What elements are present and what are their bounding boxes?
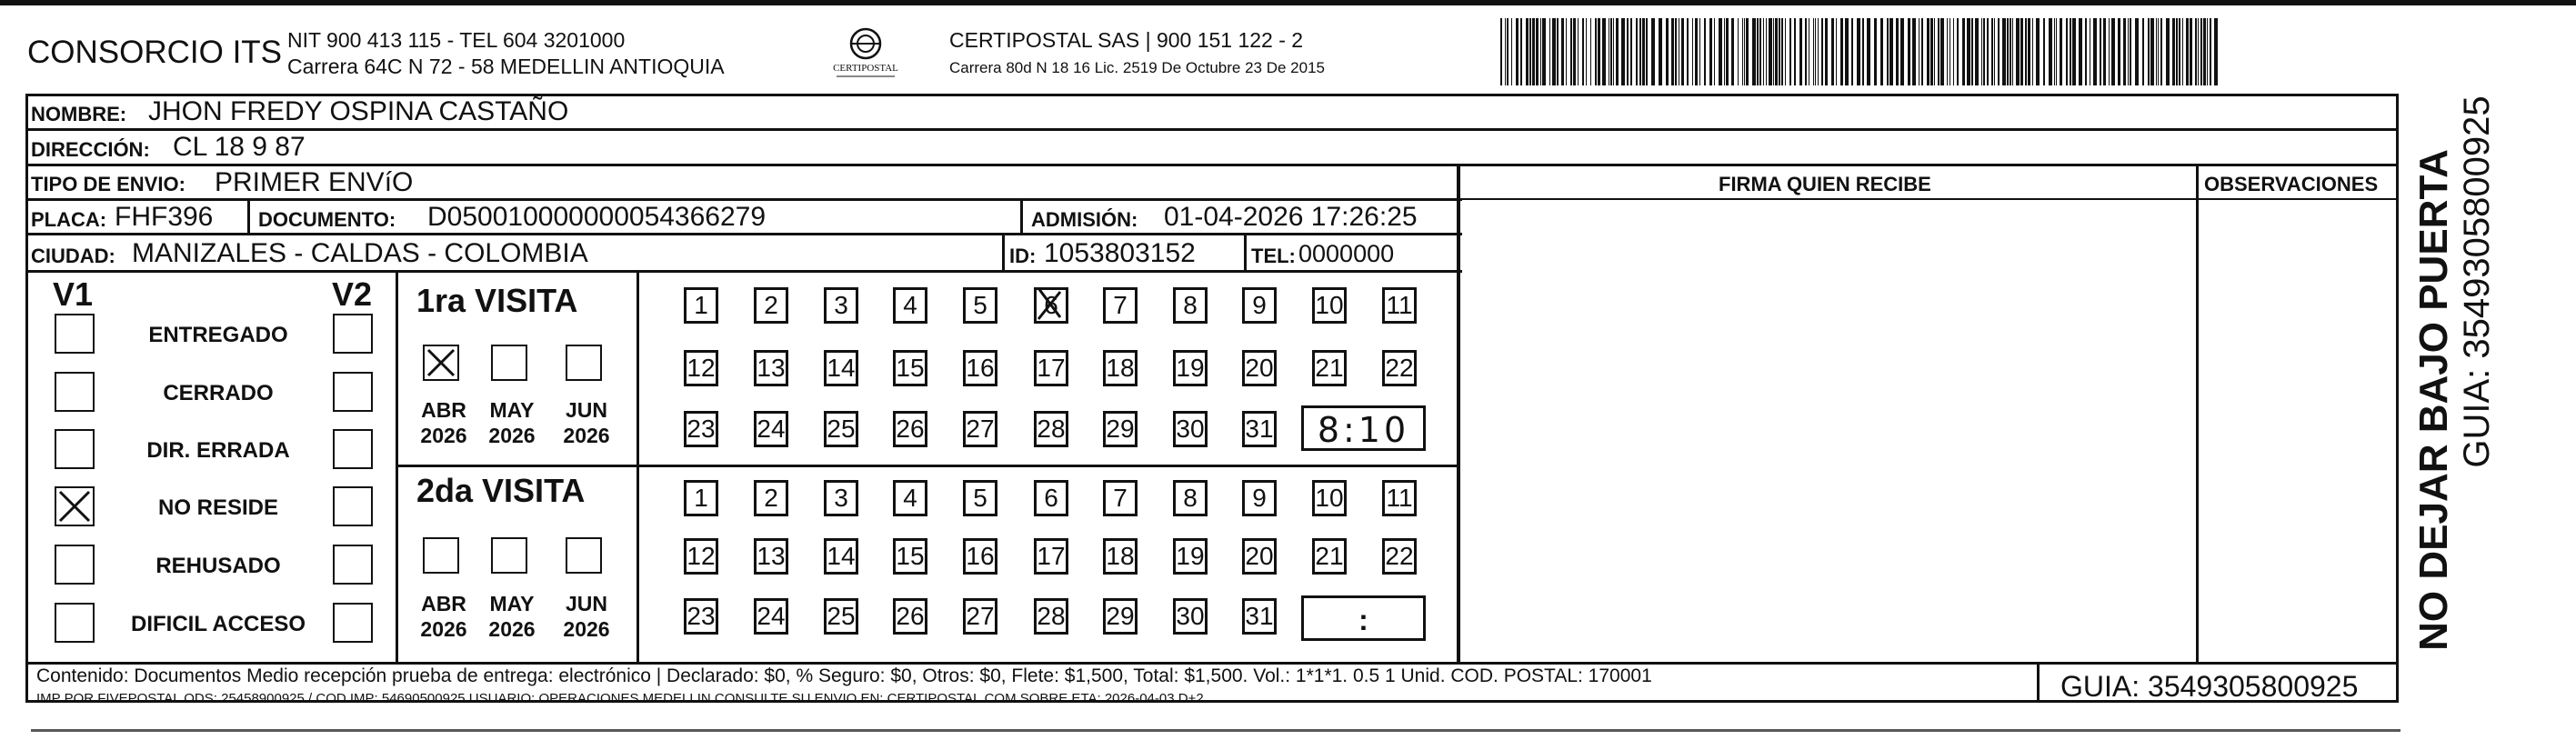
footer-contents: Contenido: Documentos Medio recepción prueba de entrega: electrónico | Declarado: $0, % Seguro: $0, Otros: $0, Flete: $1,500, Total: $1,500. Vol.: 1*1*1. 0.5 1 Unid. COD. POSTAL: 170001	[36, 665, 1652, 686]
day-box[interactable]: 24	[754, 598, 788, 635]
company-name: CONSORCIO ITS	[27, 35, 283, 70]
day-box[interactable]: 1	[684, 480, 718, 516]
month-label: ABR 2026	[420, 592, 467, 642]
visit1-time-box[interactable]	[1301, 405, 1426, 451]
company-address: Carrera 64C N 72 - 58 MEDELLIN ANTIOQUIA	[287, 55, 725, 78]
day-box[interactable]: 14	[824, 350, 858, 386]
day-box[interactable]: 23	[684, 411, 718, 447]
v2-checkbox[interactable]	[333, 545, 373, 585]
month-checkbox[interactable]	[423, 345, 459, 381]
day-box[interactable]: 28	[1034, 411, 1068, 447]
day-box[interactable]: 13	[754, 538, 788, 575]
day-box[interactable]: 31	[1242, 411, 1277, 447]
certipostal-logo	[829, 24, 902, 80]
day-box[interactable]: 29	[1103, 598, 1138, 635]
month-checkbox[interactable]	[423, 537, 459, 574]
nombre-value: JHON FREDY OSPINA CASTAÑO	[148, 96, 569, 126]
direccion-value: CL 18 9 87	[173, 132, 306, 162]
v2-checkbox[interactable]	[333, 429, 373, 469]
day-box[interactable]: 19	[1173, 350, 1208, 386]
admision-value: 01-04-2026 17:26:25	[1164, 202, 1418, 232]
v1-checkbox[interactable]	[55, 314, 95, 354]
day-box[interactable]: 6	[1034, 480, 1068, 516]
day-box[interactable]: 3	[824, 480, 858, 516]
tipo-envio-value: PRIMER ENVíO	[215, 167, 414, 197]
side-guia: GUIA: 3549305800925	[2457, 95, 2497, 468]
id-label: ID:	[1009, 245, 1037, 267]
day-box[interactable]: 4	[893, 287, 927, 324]
v1-checkbox[interactable]	[55, 603, 95, 643]
day-box[interactable]: 31	[1242, 598, 1277, 635]
day-box[interactable]: 6	[1034, 287, 1068, 324]
day-box[interactable]: 10	[1312, 287, 1347, 324]
ciudad-label: CIUDAD:	[31, 245, 115, 267]
day-box[interactable]: 27	[963, 598, 997, 635]
documento-value: D050010000000054366279	[427, 202, 767, 232]
day-box[interactable]: 23	[684, 598, 718, 635]
day-box[interactable]: 27	[963, 411, 997, 447]
v2-checkbox[interactable]	[333, 372, 373, 412]
day-box[interactable]: 11	[1382, 287, 1417, 324]
day-box[interactable]: 5	[963, 287, 997, 324]
month-label: JUN 2026	[563, 398, 610, 448]
status-label: ENTREGADO	[148, 323, 288, 347]
placa-value: FHF396	[115, 202, 214, 232]
visit1-title: 1ra VISITA	[416, 282, 578, 319]
day-box[interactable]: 16	[963, 538, 997, 575]
day-box[interactable]: 22	[1382, 538, 1417, 575]
day-box[interactable]: 12	[684, 350, 718, 386]
status-label: NO RESIDE	[157, 495, 279, 520]
v2-checkbox[interactable]	[333, 486, 373, 526]
bottom-rule	[31, 729, 2401, 732]
day-box[interactable]: 30	[1173, 598, 1208, 635]
tel-value: 0000000	[1298, 240, 1395, 267]
day-box[interactable]: 29	[1103, 411, 1138, 447]
day-box[interactable]: 16	[963, 350, 997, 386]
day-box[interactable]: 18	[1103, 538, 1138, 575]
day-box[interactable]: 13	[754, 350, 788, 386]
month-checkbox[interactable]	[491, 537, 527, 574]
v2-checkbox[interactable]	[333, 314, 373, 354]
observations-area[interactable]	[2199, 200, 2397, 662]
v2-checkbox[interactable]	[333, 603, 373, 643]
day-box[interactable]: 26	[893, 411, 927, 447]
day-box[interactable]: 25	[824, 598, 858, 635]
day-box[interactable]: 8	[1173, 480, 1208, 516]
visit1-time: 8:10	[1317, 410, 1410, 450]
carrier-name: CERTIPOSTAL SAS | 900 151 122 - 2	[949, 28, 1304, 52]
firma-label: FIRMA QUIEN RECIBE	[1719, 173, 1931, 195]
v2-label: V2	[332, 275, 373, 313]
day-box[interactable]: 1	[684, 287, 718, 324]
v1-checkbox[interactable]	[55, 545, 95, 585]
day-box[interactable]: 21	[1312, 350, 1347, 386]
signature-area[interactable]	[1460, 200, 2195, 662]
v1-label: V1	[53, 275, 94, 313]
day-box[interactable]: 20	[1242, 350, 1277, 386]
day-box[interactable]: 12	[684, 538, 718, 575]
status-label: CERRADO	[163, 381, 274, 405]
day-box[interactable]: 9	[1242, 480, 1277, 516]
observaciones-label: OBSERVACIONES	[2204, 173, 2379, 195]
documento-label: DOCUMENTO:	[258, 208, 396, 231]
month-label: MAY 2026	[488, 592, 536, 642]
day-box[interactable]: 15	[893, 350, 927, 386]
status-label: DIFICIL ACCESO	[130, 612, 306, 636]
v1-checkbox[interactable]	[55, 486, 95, 526]
day-box[interactable]: 4	[893, 480, 927, 516]
visit2-title: 2da VISITA	[416, 472, 586, 509]
day-box[interactable]: 2	[754, 480, 788, 516]
footer-imp: IMP POR FIVEPOSTAL ODS: 25458900925 / COD.IMP: 54690500925 USUARIO: OPERACIONES MEDELLIN CONSULTE SU ENVIO EN: CERTIPOSTAL.COM SOBRE ETA: 2026-04-03 D+2	[36, 691, 1204, 706]
day-box[interactable]: 17	[1034, 350, 1068, 386]
day-box[interactable]: 2	[754, 287, 788, 324]
day-box[interactable]: 17	[1034, 538, 1068, 575]
month-label: JUN 2026	[563, 592, 610, 642]
visit2-time-box[interactable]	[1301, 595, 1426, 641]
day-box[interactable]: 10	[1312, 480, 1347, 516]
day-box[interactable]: 28	[1034, 598, 1068, 635]
nombre-label: NOMBRE:	[31, 103, 127, 125]
day-box[interactable]: 9	[1242, 287, 1277, 324]
month-checkbox[interactable]	[566, 345, 602, 381]
carrier-address: Carrera 80d N 18 16 Lic. 2519 De Octubre 23 De 2015	[949, 59, 1325, 76]
month-label: ABR 2026	[420, 398, 467, 448]
status-label: REHUSADO	[155, 554, 281, 578]
day-box[interactable]: 3	[824, 287, 858, 324]
tel-label: TEL:	[1251, 245, 1296, 267]
day-box[interactable]: 19	[1173, 538, 1208, 575]
company-nit: NIT 900 413 115 - TEL 604 3201000	[287, 28, 626, 52]
day-box[interactable]: 24	[754, 411, 788, 447]
visit2-time: :	[1358, 604, 1368, 636]
id-value: 1053803152	[1044, 238, 1196, 268]
day-box[interactable]: 25	[824, 411, 858, 447]
day-box[interactable]: 22	[1382, 350, 1417, 386]
direccion-label: DIRECCIÓN:	[31, 138, 150, 161]
day-box[interactable]: 21	[1312, 538, 1347, 575]
month-label: MAY 2026	[488, 398, 536, 448]
svg-text:CERTIPOSTAL: CERTIPOSTAL	[833, 63, 898, 74]
top-border	[0, 0, 2576, 5]
day-box[interactable]: 7	[1103, 480, 1138, 516]
barcode	[1498, 18, 2222, 85]
day-box[interactable]: 15	[893, 538, 927, 575]
v1-checkbox[interactable]	[55, 429, 95, 469]
day-box[interactable]: 5	[963, 480, 997, 516]
v1-checkbox[interactable]	[55, 372, 95, 412]
status-label: DIR. ERRADA	[146, 438, 290, 463]
ciudad-value: MANIZALES - CALDAS - COLOMBIA	[132, 238, 588, 268]
day-box[interactable]: 8	[1173, 287, 1208, 324]
day-box[interactable]: 20	[1242, 538, 1277, 575]
tipo-envio-label: TIPO DE ENVIO:	[31, 173, 185, 195]
side-warning: NO DEJAR BAJO PUERTA	[2411, 149, 2456, 651]
footer-guia: GUIA: 3549305800925	[2060, 670, 2359, 703]
day-box[interactable]: 11	[1382, 480, 1417, 516]
month-checkbox[interactable]	[491, 345, 527, 381]
day-box[interactable]: 26	[893, 598, 927, 635]
admision-label: ADMISIÓN:	[1031, 208, 1138, 231]
placa-label: PLACA:	[31, 208, 107, 231]
month-checkbox[interactable]	[566, 537, 602, 574]
day-box[interactable]: 7	[1103, 287, 1138, 324]
day-box[interactable]: 30	[1173, 411, 1208, 447]
day-box[interactable]: 14	[824, 538, 858, 575]
day-box[interactable]: 18	[1103, 350, 1138, 386]
